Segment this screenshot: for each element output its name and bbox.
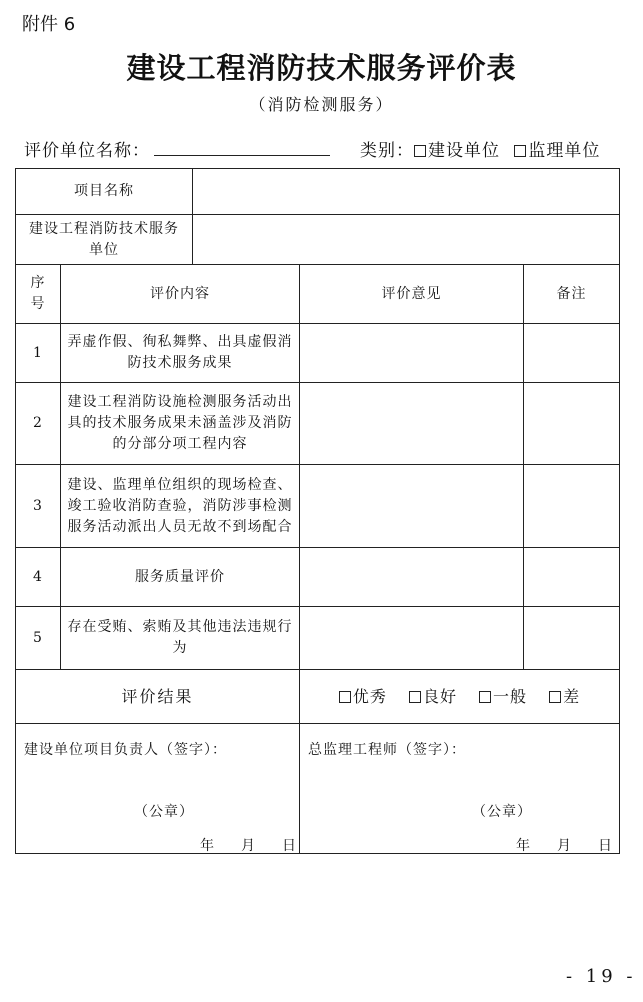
result-options bbox=[300, 670, 620, 724]
date-month: 月 bbox=[557, 838, 572, 854]
category-option-supervision: 监理单位 bbox=[528, 141, 601, 161]
row-remark-cell[interactable] bbox=[524, 548, 620, 607]
result-option-good: 良好 bbox=[422, 687, 457, 706]
signature-date bbox=[174, 836, 297, 857]
table-row bbox=[16, 324, 620, 383]
page-title: 建设工程消防技术服务评价表 bbox=[126, 51, 517, 85]
signature-cell-supervisor[interactable] bbox=[300, 724, 620, 854]
evaluation-unit-field[interactable] bbox=[154, 155, 330, 156]
row-number: 1 bbox=[16, 324, 61, 383]
checkbox-construction-unit[interactable] bbox=[414, 145, 426, 157]
evaluation-table bbox=[15, 168, 620, 854]
table-row bbox=[16, 465, 620, 548]
row-opinion-cell[interactable] bbox=[300, 465, 524, 548]
signature-title-construction: 建设单位项目负责人（签字）： bbox=[24, 742, 227, 758]
table-row bbox=[16, 548, 620, 607]
checkbox-excellent[interactable] bbox=[339, 691, 351, 703]
signature-cell-construction[interactable] bbox=[16, 724, 300, 854]
col-header-opinion: 评价意见 bbox=[300, 265, 524, 324]
row-number: 2 bbox=[16, 383, 61, 465]
table-row bbox=[16, 383, 620, 465]
row-content: 存在受贿、索贿及其他违法违规行为 bbox=[61, 607, 300, 670]
signature-date bbox=[490, 836, 613, 857]
row-number: 3 bbox=[16, 465, 61, 548]
project-name-label: 项目名称 bbox=[16, 169, 193, 215]
page-subtitle: （消防检测服务） bbox=[249, 95, 394, 114]
result-option-poor: 差 bbox=[563, 687, 581, 706]
category-option-construction: 建设单位 bbox=[428, 141, 500, 161]
row-opinion-cell[interactable] bbox=[300, 548, 524, 607]
category-group bbox=[360, 136, 600, 161]
row-remark-cell[interactable] bbox=[524, 324, 620, 383]
seal-placeholder: （公章） bbox=[134, 804, 194, 820]
row-opinion-cell[interactable] bbox=[300, 324, 524, 383]
date-day: 日 bbox=[598, 838, 613, 854]
attachment-label: 附件 6 bbox=[22, 14, 76, 35]
row-content: 服务质量评价 bbox=[61, 548, 300, 607]
row-remark-cell[interactable] bbox=[524, 607, 620, 670]
row-content: 建设工程消防设施检测服务活动出具的技术服务成果未涵盖涉及消防的分部分项工程内容 bbox=[61, 383, 300, 465]
row-remark-cell[interactable] bbox=[524, 383, 620, 465]
row-content: 建设、监理单位组织的现场检查、竣工验收消防查验，消防涉事检测服务活动派出人员无故不到场配合 bbox=[61, 465, 300, 548]
signature-title-supervisor: 总监理工程师（签字）： bbox=[308, 742, 466, 758]
result-option-excellent: 优秀 bbox=[352, 687, 387, 706]
evaluation-unit-label: 评价单位名称： bbox=[24, 141, 150, 161]
date-year: 年 bbox=[200, 838, 215, 854]
col-header-no: 序号 bbox=[16, 265, 61, 324]
row-number: 5 bbox=[16, 607, 61, 670]
col-header-remark: 备注 bbox=[524, 265, 620, 324]
category-label: 类别： bbox=[360, 141, 414, 161]
row-opinion-cell[interactable] bbox=[300, 607, 524, 670]
date-day: 日 bbox=[282, 838, 297, 854]
result-option-average: 一般 bbox=[493, 687, 528, 706]
date-month: 月 bbox=[241, 838, 256, 854]
date-year: 年 bbox=[516, 838, 531, 854]
page-number: - 19 - bbox=[566, 966, 637, 987]
checkbox-supervision-unit[interactable] bbox=[514, 145, 526, 157]
result-label: 评价结果 bbox=[16, 670, 300, 724]
seal-placeholder: （公章） bbox=[472, 804, 532, 820]
project-name-value[interactable] bbox=[193, 169, 620, 215]
service-unit-label: 建设工程消防技术服务单位 bbox=[16, 215, 193, 265]
checkbox-good[interactable] bbox=[409, 691, 421, 703]
checkbox-average[interactable] bbox=[479, 691, 491, 703]
row-number: 4 bbox=[16, 548, 61, 607]
row-opinion-cell[interactable] bbox=[300, 383, 524, 465]
table-row bbox=[16, 607, 620, 670]
checkbox-poor[interactable] bbox=[549, 691, 561, 703]
service-unit-value[interactable] bbox=[193, 215, 620, 265]
col-header-content: 评价内容 bbox=[61, 265, 300, 324]
row-content: 弄虚作假、徇私舞弊、出具虚假消防技术服务成果 bbox=[61, 324, 300, 383]
row-remark-cell[interactable] bbox=[524, 465, 620, 548]
